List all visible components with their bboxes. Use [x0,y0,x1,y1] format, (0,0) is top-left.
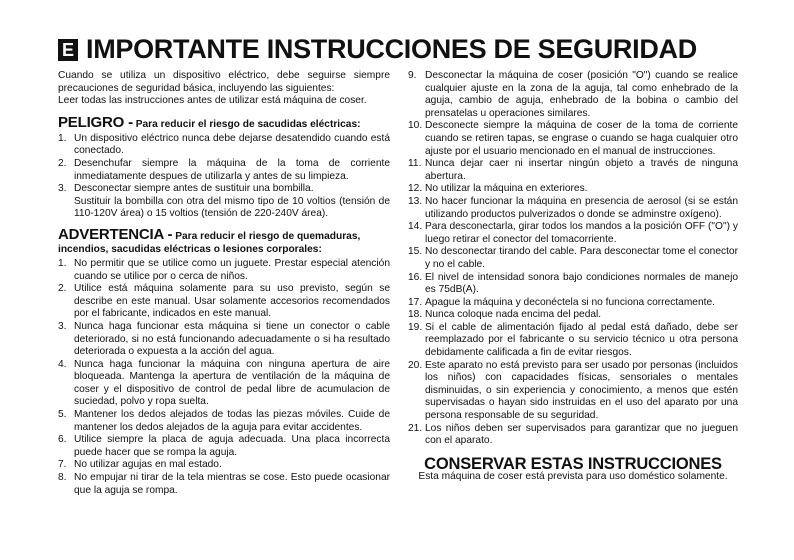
item-number: 2. [58,157,67,169]
advertencia-list-left [58,258,390,497]
intro-read-instructions: Leer todas las instrucciones antes de utilizar está máquina de coser. [58,95,367,107]
item-number: 3. [58,183,67,195]
advertencia-item [408,309,738,322]
language-badge: E [58,39,78,61]
left-column [58,70,390,497]
advertencia-item [408,322,738,360]
item-number: 19. [408,321,423,333]
advertencia-heading [58,225,390,256]
item-text: No hacer funcionar la máquina en presencia de aerosol (si se están utilizando productos pulverizados o donde se adminstre oxígeno). [425,195,738,220]
advertencia-item [58,258,390,283]
advertencia-item [408,183,738,196]
item-text: No permitir que se utilice como un juguete. Prestar especial atención cuando se utilice por o cerca de niños. [74,257,390,282]
advertencia-subtitle: Para reducir el riesgo de quemaduras, incendios, sacudidas eléctricas o lesiones corporales: [58,230,361,255]
item-text: Para desconectarla, girar todos los mandos a la posición OFF ("O") y luego retirar el conector del tomacorriente. [425,221,738,245]
peligro-heading [58,113,390,131]
advertencia-item [408,423,738,448]
advertencia-item [408,246,738,271]
advertencia-item [408,297,738,310]
advertencia-item [408,360,738,423]
item-text: Nunca haga funcionar esta máquina si tiene un conector o cable deteriorado, si no está funcionando adecuadamente o si ha resultado deteriorada o expuesta a la acción del agua. [74,320,390,358]
item-number: 1. [58,132,67,144]
item-number: 8. [58,472,67,484]
advertencia-item [408,70,738,120]
item-text: No utilizar la máquina en exteriores. [425,183,588,195]
domestic-use-note: Esta máquina de coser está prevista para uso doméstico solamente. [418,471,728,483]
item-text: Desconecte siempre la máquina de coser de la toma de corriente cuando se retiren tapas, se engrase o cuando se haga cualquier otro ajuste por el usuario mencionado en el manual de instrucciones. [425,120,738,157]
peligro-title: PELIGRO - [58,113,133,131]
item-text: Los niños deben ser supervisados para garantizar que no jueguen con el aparato. [425,422,738,447]
item-text: Nunca haga funcionar la máquina con ninguna apertura de aire bloqueada. Mantenga la apertura de ventilación de la máquina de coser y el dispositivo de control de pedal libre de acumulacion de suciedad, polvo y ropa suelta. [74,358,390,408]
advertencia-item [58,459,390,472]
advertencia-item [408,158,738,183]
advertencia-item [408,120,738,158]
advertencia-item [58,359,390,409]
advertencia-item [58,283,390,321]
item-text: No desconectar tirando del cable. Para desconectar tome el conector y no el cable. [425,246,738,270]
item-text: Nunca coloque nada encima del pedal. [425,309,602,321]
advertencia-item [58,409,390,434]
title-row [58,34,697,65]
peligro-subtitle: Para reducir el riesgo de sacudidas eléctricas: [135,118,361,130]
advertencia-list-right [408,70,738,448]
item-number: 10. [408,120,423,132]
item-text: No empujar ni tirar de la tela mientras se cose. Esto puede ocasionar que la aguja se rompa. [74,472,390,496]
advertencia-title: ADVERTENCIA - [58,225,173,243]
advertencia-item [58,472,390,497]
peligro-list [58,133,390,221]
item-text: Desconectar siempre antes de sustituir una bombilla. [74,183,314,195]
item-text-group [74,183,390,221]
item-text: No utilizar agujas en mal estado. [74,459,222,471]
item-number: 9. [408,70,417,81]
item-number: 2. [58,283,67,295]
advertencia-item [58,321,390,359]
item-number: 21. [408,422,423,434]
advertencia-item [408,196,738,221]
conserve-instructions-heading: CONSERVAR ESTAS INSTRUCCIONES [424,454,722,473]
item-text: El nivel de intensidad sonora bajo condiciones normales de manejo es 75dB(A). [425,271,738,296]
item-number: 13. [408,195,423,207]
item-number: 11. [408,158,422,170]
item-text: Nunca dejar caer ni insertar ningún objeto a través de ninguna abertura. [425,158,738,182]
item-number: 20. [408,359,423,371]
page-title: IMPORTANTE INSTRUCCIONES DE SEGURIDAD [86,34,697,64]
advertencia-item [408,272,738,297]
item-number: 7. [58,459,67,471]
item-text: Utilice siempre la placa de aguja adecuada. Una placa incorrecta puede hacer que se rompa la aguja. [74,434,390,458]
item-text: Desconectar la máquina de coser (posición "O") cuando se realice cualquier ajuste en la zona de la aguja, tal como enhebrado de la aguja, cambio de aguja, enhebrado de la bobina o cambio del prensatelas u operaciones similares. [425,70,738,119]
item-text: Apague la máquina y deconéctela si no funciona correctamente. [425,296,715,308]
item-subtext: Sustituir la bombilla con otra del mismo tipo de 10 voltios (tensión de 110-120V área) o 15 voltios (tensión de 220-240V área). [74,195,390,220]
item-number: 5. [58,409,67,421]
peligro-item [58,158,390,183]
item-number: 4. [58,358,67,370]
item-text: Utilice está máquina solamente para su uso previsto, según se describe en este manual. Usar solamente accesorios recomendados por el fabricante, indicados en este manual. [74,283,390,320]
item-text: Un dispositivo eléctrico nunca debe dejarse desatendido cuando está conectado. [74,132,390,157]
item-number: 3. [58,320,67,332]
right-column [408,70,738,484]
advertencia-item [58,434,390,459]
item-text: Mantener los dedos alejados de todas las piezas móviles. Cuide de mantener los dedos alejados de la aguja para evitar accidentes. [74,409,390,433]
peligro-item [58,183,390,221]
item-number: 17. [408,296,423,308]
item-number: 6. [58,434,67,446]
item-number: 14. [408,221,423,233]
peligro-item [58,133,390,158]
item-number: 1. [58,257,67,269]
item-text: Si el cable de alimentación fijado al pedal está dañado, debe ser reemplazado por el fabricante o su servicio técnico u otra persona debidamente calificada a fin de evitar riesgos. [425,321,738,359]
item-number: 12. [408,183,423,195]
intro-text: Cuando se utiliza un dispositivo eléctrico, debe seguirse siempre precauciones de seguridad básica, incluyendo las siguientes: [58,70,390,94]
item-number: 16. [408,271,423,283]
advertencia-item [408,221,738,246]
item-number: 15. [408,246,423,258]
item-text: Este aparato no está previsto para ser usado por personas (incluidos los niños) con capacidades físicas, sensoriales o mentales disminuidas, o sin experiencia y conocimiento, a menos que estén supervisadas o hayan sido instruidas en el uso del aparato por una persona responsable de su seguridad. [425,359,738,422]
item-number: 18. [408,309,423,321]
item-text: Desenchufar siempre la máquina de la toma de corriente inmediatamente despues de utilizarla y antes de su limpieza. [74,157,390,182]
